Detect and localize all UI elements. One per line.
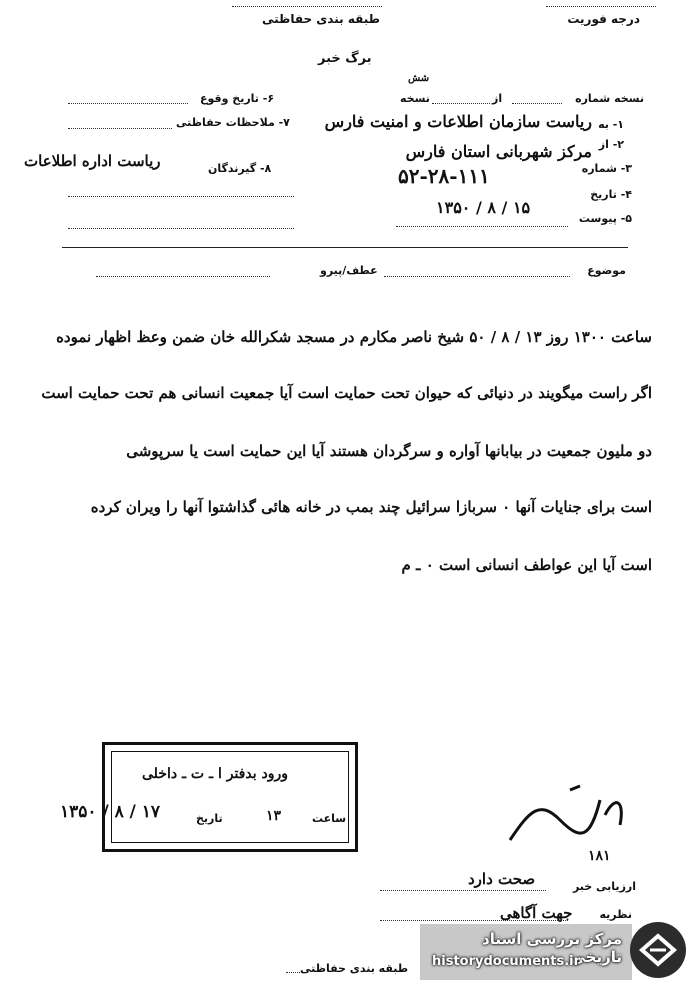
watermark-logo-svg [630,922,686,978]
copy-label: نسخه [400,92,430,105]
notes-label: ۷- ملاحظات حفاظتی [176,116,290,129]
form-title: برگ خبر [318,51,372,66]
notes-dots [68,128,172,129]
attachment-label: ۵- پیوست [578,212,632,225]
classification-bottom: طبقه بندی حفاظتی [300,962,409,975]
entry-stamp-inner [111,751,349,843]
entry-stamp [102,742,358,852]
evaluator-label: ارزیابی خبر [572,880,636,893]
opinion-value: جهت آگاهی [500,904,573,922]
recipients-label: ۸- گیرندگان [208,162,272,175]
recipients-value: ریاست اداره اطلاعات [24,152,161,170]
to-value: ریاست سازمان اطلاعات و امنیت فارس [324,112,592,131]
subject-dots [384,276,570,277]
evaluator-dots [380,890,546,891]
watermark-name: مرکز بررسی اسناد تاریخی [482,930,622,966]
to-label: ۱- به [598,118,624,131]
evaluator-value: صحت دارد [468,870,536,888]
stamp-hour-label: ساعت [312,812,347,825]
event-date-dots [68,103,188,104]
subject-label: موضوع [587,264,626,277]
separator-line [62,247,628,248]
stamp-date-label: تاریخ [196,812,223,825]
reference-dots [96,276,270,277]
number-value: ۵۲-۲۸-۱۱۱ [398,164,490,188]
date-value: ۱۳۵۰ / ۸ / ۱۵ [436,198,531,217]
priority-dots [546,6,656,7]
stamp-hour-value: ۱۳ [266,808,282,824]
copy-from-label: از [492,92,503,105]
opinion-label: نظریه [599,908,632,921]
classification-dots [232,6,382,7]
attachment-dots [396,226,568,227]
date-label: ۴- تاریخ [590,188,632,201]
reference-label: عطف/پیرو [320,264,378,277]
from-value: مرکز شهربانی استان فارس [405,142,592,161]
stamp-title: ورود بدفتر ا ـ ت ـ داخلی [142,766,289,782]
copy-number-dots [512,103,562,104]
copy-count-handwritten: شش [408,73,430,84]
classification-bottom-dots [286,972,302,973]
classification-top: طبقه بندی حفاظتی [262,12,380,26]
watermark-url: historydocuments.ir [432,954,581,969]
number-label: ۳- شماره [581,162,632,175]
copy-from-dots [432,103,490,104]
from-label: ۲- از [598,138,624,151]
recipients-dots-2 [68,228,294,229]
recipients-dots-1 [68,196,294,197]
opinion-dots [380,920,568,921]
body-line-2: اگر راست میگویند در دنیائی که حیوان تحت حمایت است آیا جمعیت انسانی هم تحت حمایت است [41,384,652,402]
body-line-3: دو ملیون جمعیت در بیابانها آواره و سرگردان هستند آیا این حمایت است یا سرپوشی [126,442,652,460]
watermark-logo-icon [630,922,686,978]
event-date-label: ۶- تاریخ وقوع [200,92,275,105]
body-line-5: است آیا این عواطف انسانی است ۰ ـ م [401,556,652,574]
copy-number-label: نسخه شماره [575,92,644,105]
body-line-1: ساعت ۱۳۰۰ روز ۱۳ / ۸ / ۵۰ شیخ ناصر مکارم در مسجد شکرالله خان ضمن وعظ اظهار نموده [56,328,652,346]
stamp-date-value: ۱۳۵۰ / ۸ / ۱۷ [60,802,161,822]
priority-label: درجه فوریت [567,12,640,26]
signature-number: ۱۸۱ [588,848,611,864]
body-line-4: است برای جنایات آنها ۰ سربازا سرائیل چند بمب در خانه هائی گذاشتوا آنها را ویران کرده [90,498,652,516]
